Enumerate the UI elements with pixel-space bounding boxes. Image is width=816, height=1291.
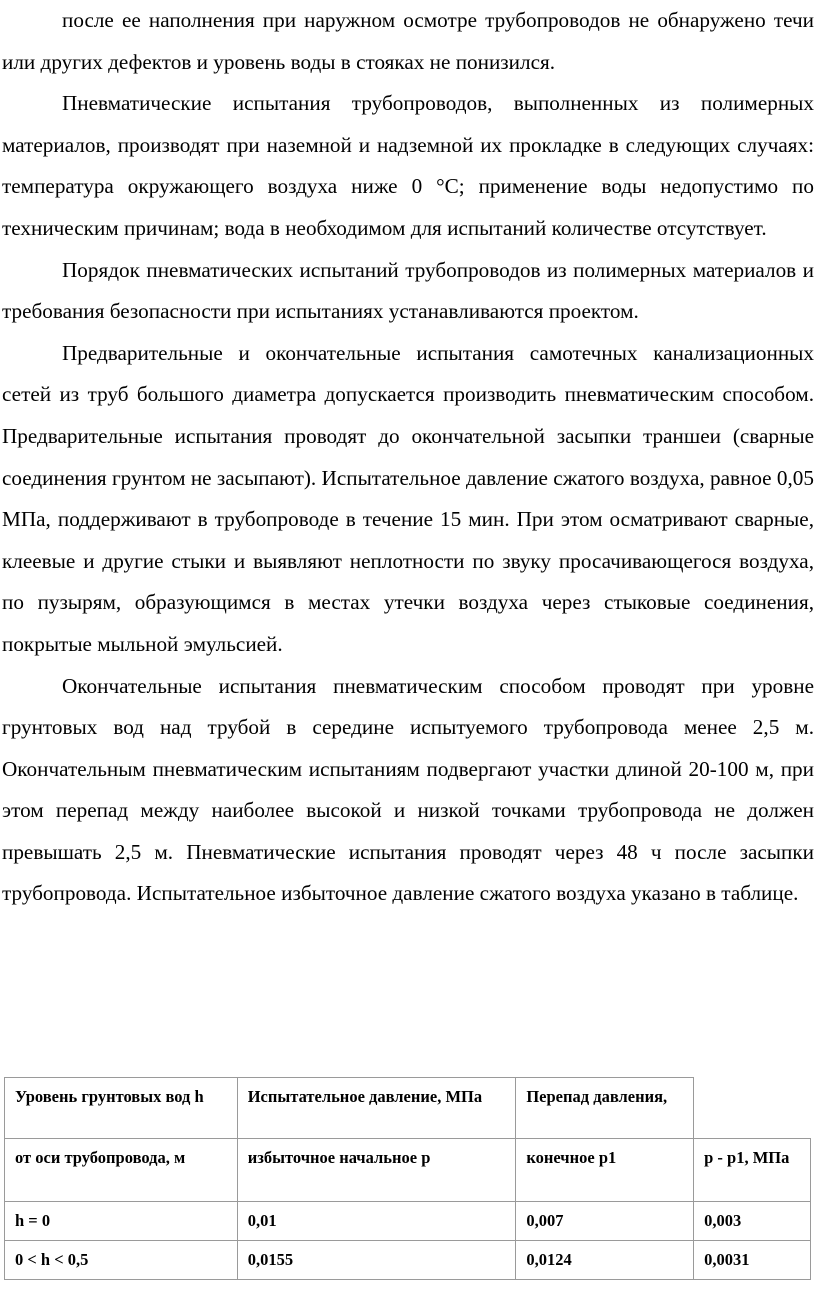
cell-initial: 0,0155 [237,1241,516,1280]
body-text [2,0,814,915]
table-subheader-row [5,1139,811,1202]
paragraph-test-procedure: Порядок пневматических испытаний трубопроводов из полимерных материалов и требования безопасности при испытаниях устанавливаются проектом. [2,257,814,324]
table-header-row [5,1078,811,1139]
table-row [5,1241,811,1280]
header-empty-cell [694,1078,811,1139]
subheader-final-pressure: конечное р1 [516,1139,694,1202]
paragraph-preliminary-tests: Предварительные и окончательные испытания самотечных канализационных сетей из труб большого диаметра допускается производить пневматическим способом. Предварительные испытания проводят до окончательной засыпки траншеи (сварные соединения грунтом не засыпают). Испытательное давление сжатого воздуха, равное 0,05 МПа, поддерживают в трубопроводе в течение 15 мин. При этом осматривают сварные, клеевые и другие стыки и выявляют неплотности по звуку просачивающегося воздуха, по пузырям, образующимся в местах утечки воздуха через стыковые соединения, покрытые мыльной эмульсией. [2,340,814,656]
subheader-initial-pressure: избыточное начальное р [237,1139,516,1202]
cell-difference: 0,003 [694,1202,811,1241]
subheader-from-axis: от оси трубопровода, м [5,1139,238,1202]
cell-final: 0,0124 [516,1241,694,1280]
header-pressure-drop: Перепад давления, [516,1078,694,1139]
header-groundwater-level: Уровень грунтовых вод h [5,1078,238,1139]
paragraph-pneumatic-tests: Пневматические испытания трубопроводов, выполненных из полимерных материалов, производят при наземной и надземной их прокладке в следующих случаях: температура окружающего воздуха ниже 0 °С; применение воды недопустимо по техническим причинам; вода в необходимом для испытаний количестве отсутствует. [2,91,814,240]
cell-initial: 0,01 [237,1202,516,1241]
subheader-difference: р - р1, МПа [694,1139,811,1202]
cell-difference: 0,0031 [694,1241,811,1280]
pressure-table [4,1077,811,1280]
cell-level: 0 < h < 0,5 [5,1241,238,1280]
paragraph-continuation: после ее наполнения при наружном осмотре трубопроводов не обнаружено течи или других дефектов и уровень воды в стояках не понизился. [2,8,814,74]
header-test-pressure: Испытательное давление, МПа [237,1078,516,1139]
cell-level: h = 0 [5,1202,238,1241]
paragraph-final-tests: Окончательные испытания пневматическим способом проводят при уровне грунтовых вод над трубой в середине испытуемого трубопровода менее 2,5 м. Окончательным пневматическим испытаниям подвергают участки длиной 20-100 м, при этом перепад между наиболее высокой и низкой точками трубопровода не должен превышать 2,5 м. Пневматические испытания проводят через 48 ч после засыпки трубопровода. Испытательное избыточное давление сжатого воздуха указано в таблице. [2,673,814,906]
cell-final: 0,007 [516,1202,694,1241]
table-row [5,1202,811,1241]
